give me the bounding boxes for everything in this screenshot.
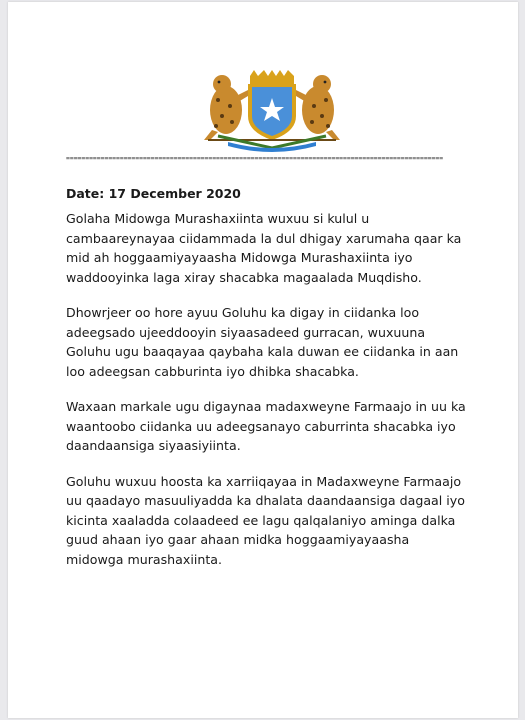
paragraph: Waxaan markale ugu digaynaa madaxweyne Farmaajo in uu ka waantoobo ciidanka uu adeegsanayo caburrinta shacabka iyo daandaansiga siyaasiyiinta. xyxy=(66,399,466,453)
paragraph: Dhowrjeer oo hore ayuu Goluhu ka digay in ciidanka loo adeegsado ujeeddooyin siyaasadeed gurracan, wuxuuna Goluhu ugu baaqayaa qaybaha kala duwan ee ciidanka in aan loo adeegsan cabburinta iyo dhibka shacabka. xyxy=(66,305,459,379)
coat-of-arms-emblem xyxy=(188,70,356,152)
header-separator: ================================================================================================== xyxy=(66,154,444,162)
crown-icon xyxy=(250,70,294,84)
document-date: Date: 17 December 2020 xyxy=(66,186,241,201)
shield-icon xyxy=(248,84,296,140)
document-body xyxy=(66,209,466,585)
document-page xyxy=(8,2,518,718)
paragraph: Golaha Midowga Murashaxiinta wuxuu si kulul u cambaareynayaa ciidammada la dul dhigay xarumaha qaar ka mid ah hoggaamiyayaasha Midowga Murashaxiinta iyo waddooyinka laga xiray shacabka magaalada Muqdisho. xyxy=(66,211,462,285)
paragraph: Goluhu wuxuu hoosta ka xarriiqayaa in Madaxweyne Farmaajo uu qaadayo masuuliyadda ka dhalata daandaansiga dagaal iyo kicinta xaaladda colaadeed ee lagu qalqalaniyo aminga dalka guud ahaan iyo gaar ahaan midka hoggaamiyayaasha midowga murashaxiinta. xyxy=(66,473,465,567)
right-leopard-icon xyxy=(296,75,340,140)
left-leopard-icon xyxy=(204,75,248,140)
